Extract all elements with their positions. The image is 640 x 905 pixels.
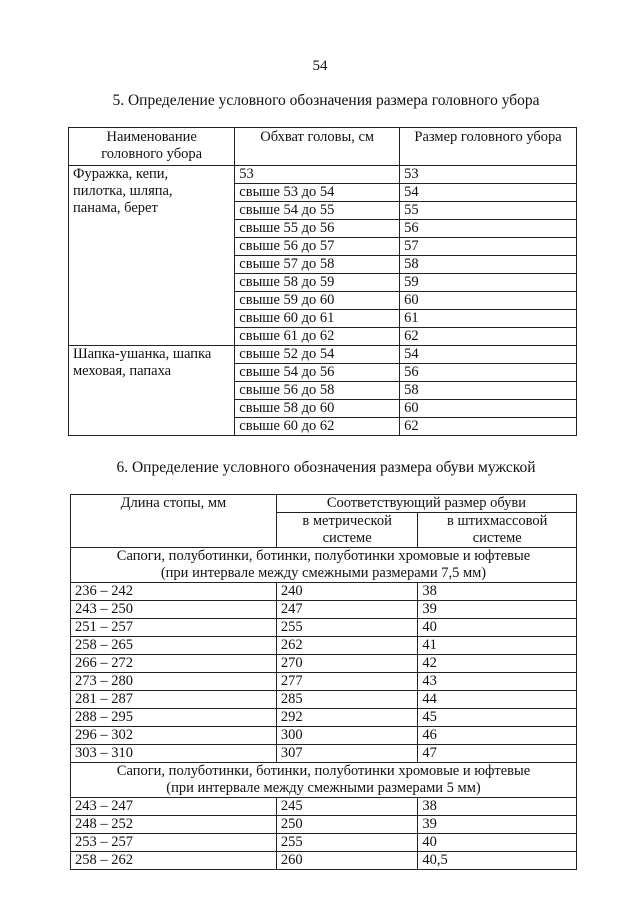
- table-row: [71, 798, 577, 816]
- table-header-row: [69, 128, 577, 166]
- table-row: [71, 601, 577, 619]
- foot-length-cell: 288 – 295: [71, 709, 277, 727]
- stich-size-cell: 40: [418, 834, 577, 852]
- stich-size-cell: 42: [418, 655, 577, 673]
- headwear-table-body: [69, 166, 577, 436]
- headwear-size-cell: 54: [400, 184, 577, 202]
- foot-length-cell: 273 – 280: [71, 673, 277, 691]
- head-girth-cell: свыше 61 до 62: [235, 328, 400, 346]
- foot-length-cell: 266 – 272: [71, 655, 277, 673]
- head-girth-cell: свыше 55 до 56: [235, 220, 400, 238]
- metric-size-cell: 292: [276, 709, 418, 727]
- header-shoe-size: Соответствующий размер обуви: [276, 495, 576, 513]
- foot-length-cell: 253 – 257: [71, 834, 277, 852]
- head-girth-cell: свыше 60 до 62: [235, 418, 400, 436]
- header-headwear-size: Размер головного убора: [400, 128, 577, 166]
- headwear-size-cell: 53: [400, 166, 577, 184]
- table-row: [71, 727, 577, 745]
- headwear-size-cell: 58: [400, 382, 577, 400]
- headwear-size-cell: 62: [400, 328, 577, 346]
- metric-size-cell: 260: [276, 852, 418, 870]
- headwear-type-cell: Шапка-ушанка, шапка меховая, папаха: [69, 346, 235, 436]
- stich-size-cell: 38: [418, 798, 577, 816]
- header-foot-length: Длина стопы, мм: [71, 495, 277, 548]
- head-girth-cell: свыше 56 до 58: [235, 382, 400, 400]
- page-number: 54: [312, 58, 328, 74]
- table-row: [71, 852, 577, 870]
- shoe-table-body: [71, 495, 577, 870]
- headwear-section-title: 5. Определение условного обозначения размера головного убора: [112, 92, 540, 109]
- table-row: [71, 816, 577, 834]
- table-row: [71, 583, 577, 601]
- table-row: [71, 691, 577, 709]
- metric-size-cell: 255: [276, 619, 418, 637]
- head-girth-cell: свыше 60 до 61: [235, 310, 400, 328]
- headwear-type-cell: Фуражка, кепи, пилотка, шляпа, панама, берет: [69, 166, 235, 346]
- metric-size-cell: 270: [276, 655, 418, 673]
- header-stich-system: в штихмассовой системе: [418, 513, 577, 548]
- foot-length-cell: 251 – 257: [71, 619, 277, 637]
- headwear-size-cell: 56: [400, 220, 577, 238]
- metric-size-cell: 307: [276, 745, 418, 763]
- stich-size-cell: 40,5: [418, 852, 577, 870]
- group-caption-row: [71, 548, 577, 583]
- stich-size-cell: 38: [418, 583, 577, 601]
- stich-size-cell: 46: [418, 727, 577, 745]
- head-girth-cell: свыше 57 до 58: [235, 256, 400, 274]
- table-row: [71, 745, 577, 763]
- headwear-size-cell: 61: [400, 310, 577, 328]
- table-row: [69, 166, 577, 184]
- stich-size-cell: 45: [418, 709, 577, 727]
- foot-length-cell: 258 – 262: [71, 852, 277, 870]
- table-row: [71, 637, 577, 655]
- foot-length-cell: 243 – 250: [71, 601, 277, 619]
- head-girth-cell: свыше 53 до 54: [235, 184, 400, 202]
- metric-size-cell: 285: [276, 691, 418, 709]
- group-caption: Сапоги, полуботинки, ботинки, полуботинки хромовые и юфтевые (при интервале между смежными размерами 7,5 мм): [71, 548, 577, 583]
- foot-length-cell: 296 – 302: [71, 727, 277, 745]
- group-caption-row: [71, 763, 577, 798]
- foot-length-cell: 281 – 287: [71, 691, 277, 709]
- metric-size-cell: 250: [276, 816, 418, 834]
- table-row: [71, 655, 577, 673]
- stich-size-cell: 39: [418, 816, 577, 834]
- headwear-size-cell: 60: [400, 400, 577, 418]
- table-row: [71, 619, 577, 637]
- foot-length-cell: 248 – 252: [71, 816, 277, 834]
- headwear-size-cell: 54: [400, 346, 577, 364]
- table-header-row: [71, 495, 577, 513]
- head-girth-cell: свыше 58 до 59: [235, 274, 400, 292]
- metric-size-cell: 277: [276, 673, 418, 691]
- headwear-size-cell: 57: [400, 238, 577, 256]
- stich-size-cell: 40: [418, 619, 577, 637]
- metric-size-cell: 247: [276, 601, 418, 619]
- head-girth-cell: свыше 54 до 55: [235, 202, 400, 220]
- stich-size-cell: 41: [418, 637, 577, 655]
- head-girth-cell: 53: [235, 166, 400, 184]
- metric-size-cell: 245: [276, 798, 418, 816]
- head-girth-cell: свыше 54 до 56: [235, 364, 400, 382]
- stich-size-cell: 44: [418, 691, 577, 709]
- metric-size-cell: 240: [276, 583, 418, 601]
- shoe-size-table: [70, 494, 577, 870]
- table-row: [71, 834, 577, 852]
- headwear-size-cell: 60: [400, 292, 577, 310]
- header-metric-system: в метрической системе: [276, 513, 418, 548]
- headwear-size-cell: 55: [400, 202, 577, 220]
- head-girth-cell: свыше 59 до 60: [235, 292, 400, 310]
- headwear-size-table: [68, 127, 577, 436]
- head-girth-cell: свыше 52 до 54: [235, 346, 400, 364]
- stich-size-cell: 43: [418, 673, 577, 691]
- table-row: [71, 709, 577, 727]
- headwear-size-cell: 56: [400, 364, 577, 382]
- foot-length-cell: 236 – 242: [71, 583, 277, 601]
- header-headwear-name: Наименование головного убора: [69, 128, 235, 166]
- foot-length-cell: 258 – 265: [71, 637, 277, 655]
- metric-size-cell: 262: [276, 637, 418, 655]
- head-girth-cell: свыше 56 до 57: [235, 238, 400, 256]
- table-row: [71, 673, 577, 691]
- foot-length-cell: 243 – 247: [71, 798, 277, 816]
- stich-size-cell: 47: [418, 745, 577, 763]
- metric-size-cell: 300: [276, 727, 418, 745]
- foot-length-cell: 303 – 310: [71, 745, 277, 763]
- group-caption: Сапоги, полуботинки, ботинки, полуботинки хромовые и юфтевые (при интервале между смежными размерами 5 мм): [71, 763, 577, 798]
- head-girth-cell: свыше 58 до 60: [235, 400, 400, 418]
- shoe-section-title: 6. Определение условного обозначения размера обуви мужской: [116, 459, 536, 476]
- metric-size-cell: 255: [276, 834, 418, 852]
- table-row: [69, 346, 577, 364]
- headwear-size-cell: 62: [400, 418, 577, 436]
- stich-size-cell: 39: [418, 601, 577, 619]
- headwear-size-cell: 58: [400, 256, 577, 274]
- headwear-size-cell: 59: [400, 274, 577, 292]
- header-head-girth: Обхват головы, см: [235, 128, 400, 166]
